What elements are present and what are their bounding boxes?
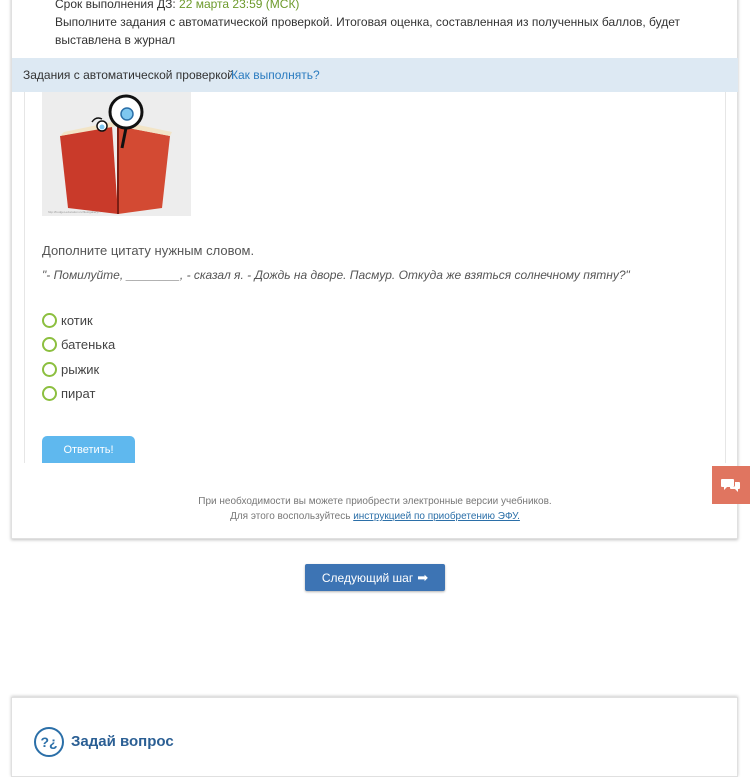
how-to-link[interactable]: Как выполнять? — [231, 68, 320, 82]
notice-line-2 — [0, 509, 750, 524]
book-illustration — [42, 92, 191, 216]
answer-button[interactable]: Ответить! — [42, 436, 135, 463]
option-label: пират — [61, 385, 96, 401]
option-label: котик — [61, 312, 93, 328]
purchase-notice — [0, 494, 750, 524]
task-type-bar — [12, 58, 738, 92]
option-ryzhik[interactable] — [42, 360, 99, 378]
chat-bubbles-icon — [721, 477, 741, 493]
deadline — [55, 0, 299, 11]
option-label: рыжик — [61, 361, 100, 377]
ask-question-title[interactable]: Задай вопрос — [71, 733, 174, 750]
next-step-label: Следующий шаг — [321, 570, 414, 585]
option-kotik[interactable] — [42, 311, 93, 329]
radio-button[interactable] — [42, 386, 57, 401]
radio-button[interactable] — [42, 313, 57, 328]
radio-button[interactable] — [42, 337, 57, 352]
option-pirat[interactable] — [42, 384, 95, 402]
task-type-label: Задания с автоматической проверкой — [23, 68, 234, 82]
deadline-date: 22 марта 23:59 (МСК) — [179, 0, 300, 11]
purchase-instructions-link[interactable]: инструкцией по приобретению ЭФУ. — [353, 511, 520, 522]
radio-button[interactable] — [42, 362, 57, 377]
deadline-label: Срок выполнения ДЗ: — [55, 0, 176, 11]
option-label: батенька — [61, 336, 116, 352]
question-marks-icon: ?¿ — [34, 727, 64, 757]
notice-prefix: Для этого воспользуйтесь — [230, 511, 351, 522]
option-batenka[interactable] — [42, 335, 115, 353]
arrow-right-icon: ➡ — [417, 569, 429, 585]
next-step-button[interactable] — [305, 564, 445, 591]
question-prompt: Дополните цитату нужным словом. — [42, 243, 255, 258]
homework-description: Выполните задания с автоматической проверкой. Итоговая оценка, составленная из полученных баллов, будет выставлена в журнал — [55, 15, 680, 47]
notice-line-1: При необходимости вы можете приобрести электронные версии учебников. — [198, 496, 552, 507]
illustration-caption: http://budget-education.ru/files/gallery/... — [48, 210, 102, 214]
chat-button[interactable] — [712, 466, 750, 504]
question-quote: "- Помилуйте, ________, - сказал я. - Дождь на дворе. Пасмур. Откуда же взяться солнечному пятну?" — [42, 268, 630, 282]
